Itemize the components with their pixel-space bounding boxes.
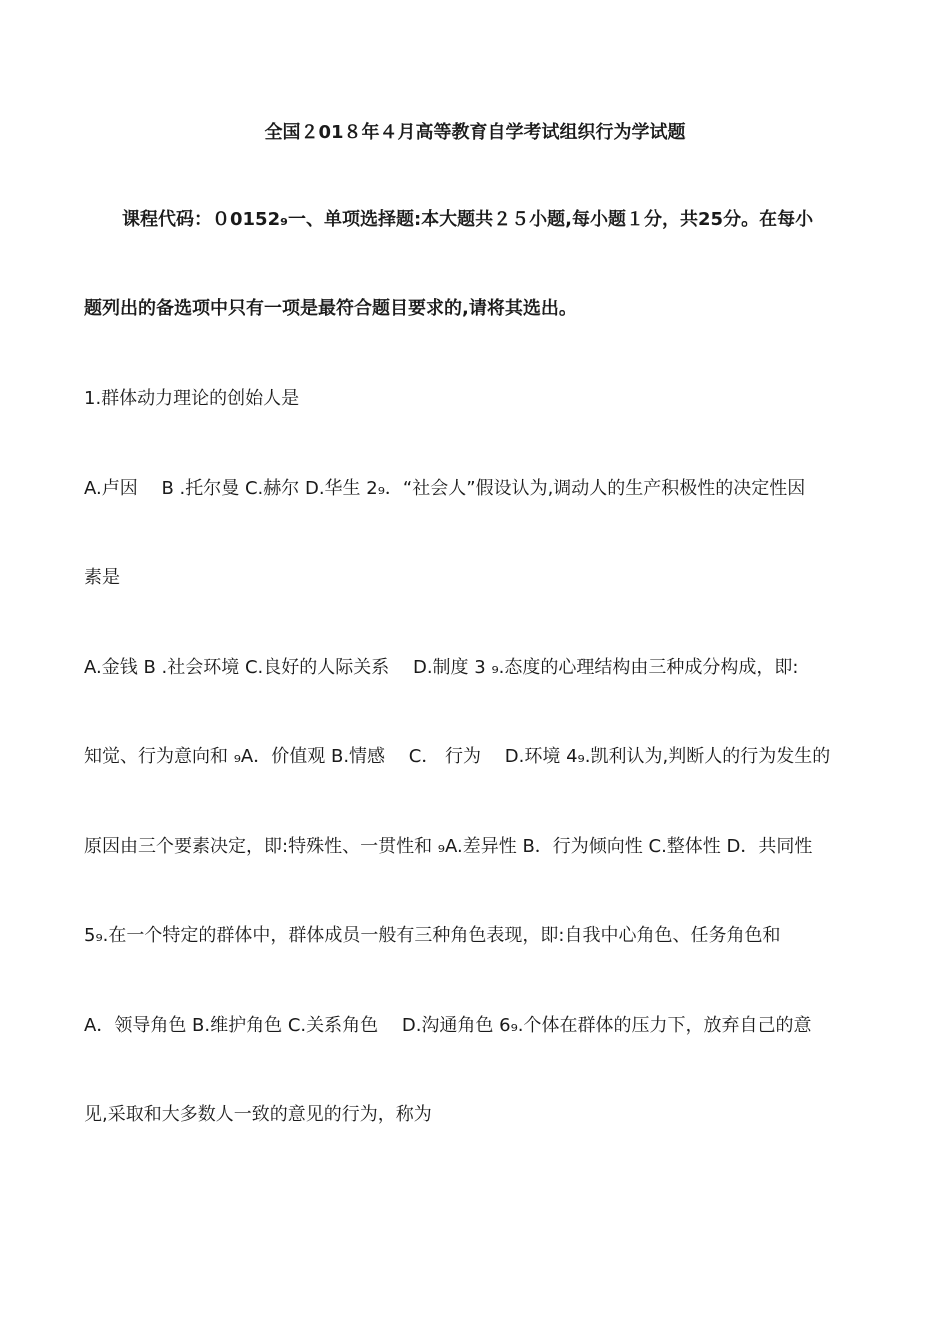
question-5: 5₉.在一个特定的群体中，群体成员一般有三种角色表现，即:自我中心角色、任务角色和: [84, 925, 781, 946]
question-3-options: 知觉、行为意向和 ₉A．价值观 B.情感 C． 行为 D.环境 4₉.凯利认为,判断人的行为发生的: [84, 746, 831, 767]
course-code-line: 课程代码：０0152₉一、单项选择题:本大题共２５小题,每小题１分，共25分。在每小: [122, 209, 814, 230]
question-6-continued: 见,采取和大多数人一致的意见的行为，称为: [84, 1104, 432, 1125]
question-1: 1.群体动力理论的创始人是: [84, 388, 300, 409]
exam-title: 全国２01８年４月高等教育自学考试组织行为学试题: [264, 122, 686, 143]
instruction-line: 题列出的备选项中只有一项是最符合题目要求的,请将其选出。: [84, 298, 577, 319]
question-2-continued: 素是: [84, 567, 120, 588]
question-1-options: A.卢因 B .托尔曼 C.赫尔 D.华生 2₉．“社会人”假设认为,调动人的生产积极性的决定性因: [84, 478, 806, 499]
question-5-options: A．领导角色 B.维护角色 C.关系角色 D.沟通角色 6₉.个体在群体的压力下，放弃自己的意: [84, 1015, 812, 1036]
question-2-options: A.金钱 B .社会环境 C.良好的人际关系 D.制度 3 ₉.态度的心理结构由三种成分构成，即:: [84, 657, 799, 678]
question-4-options: 原因由三个要素决定，即:特殊性、一贯性和 ₉A.差异性 B．行为倾向性 C.整体性 D．共同性: [84, 836, 813, 857]
